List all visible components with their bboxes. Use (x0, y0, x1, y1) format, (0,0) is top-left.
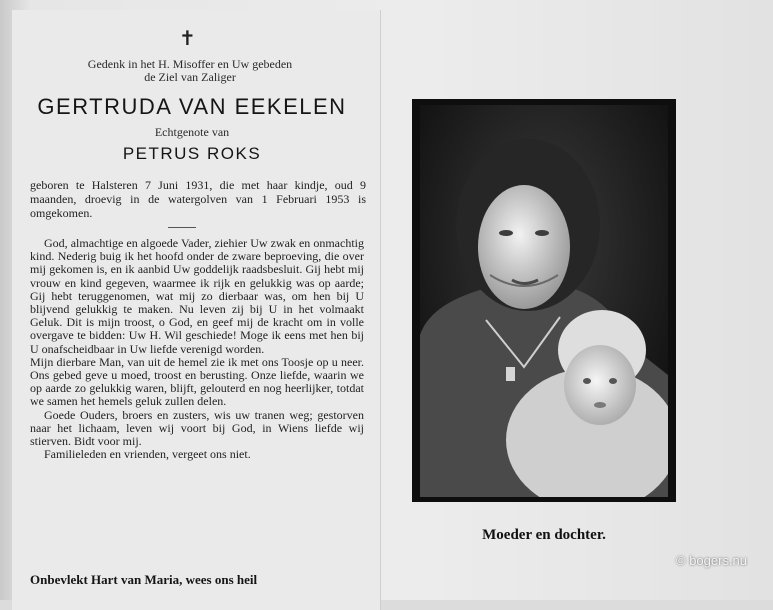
deceased-name: GERTRUDA VAN EEKELEN (37, 94, 347, 119)
photo-caption: Moeder en dochter. (482, 527, 606, 543)
cross-icon: ✝ (179, 26, 196, 50)
spouse-label: Echtgenote van (154, 125, 230, 139)
copyright-watermark: © bogers.nu (676, 553, 748, 568)
birth-death-text: geboren te Halsteren 7 Juni 1931, die met haar kindje, oud 9 maanden, droevig in de watergolven van 1 Februari 1953 is omgekomen. (30, 178, 366, 220)
prayer-text (30, 237, 364, 461)
portrait-photo (420, 105, 668, 497)
divider (168, 227, 196, 228)
photo-frame (412, 99, 676, 502)
closing-prayer: Onbevlekt Hart van Maria, wees ons heil (30, 572, 258, 587)
spouse-name: PETRUS ROKS (122, 144, 262, 163)
prayer-paragraph: Familieleden en vrienden, vergeet ons niet. (44, 447, 251, 462)
opening-line: de Ziel van Zaliger (144, 70, 236, 84)
prayer-paragraph: Mijn dierbare Man, van uit de hemel zie ik met ons Toosje op u neer. Ons gebed geve u moed, troost en berusting. Onze liefde, waarin we op aarde zo gelukkig waren, blijft, gelouterd en nog heerlijker, totdat we samen het hemels geluk zullen delen. (30, 354, 364, 409)
opening-line: Gedenk in het H. Misoffer en Uw gebeden (87, 57, 293, 71)
opening-text (40, 58, 340, 84)
prayer-paragraph: God, almachtige en algoede Vader, ziehier Uw zwak en onmachtig kind. Nederig buig ik het hoofd onder de zware beproeving, die over mij gekomen is, en ik aanbid Uw goddelijk raadsbesluit. Gij hebt mij vrouw en kind gegeven, waarmee ik rijk en gelukkig was op aarde; Gij hebt teruggenomen, wat mij zo dierbaar was, om hen bij U blijvend gelukkig te maken. Nu leven zij bij U in het volmaakt Geluk. Dit is mijn troost, o God, en geef mij de kracht om in volle overgave te bidden: Uw H. Wil geschiede! Moge ik eens met hen bij U onafscheidbaar in Uw liefde verenigd worden. (30, 236, 364, 356)
portrait-illustration (420, 105, 668, 497)
prayer-paragraph: Goede Ouders, broers en zusters, wis uw tranen weg; gestorven naar het lichaam, leven wij voort bij God, in Wiens liefde wij stierven. Bidt voor mij. (30, 407, 364, 449)
